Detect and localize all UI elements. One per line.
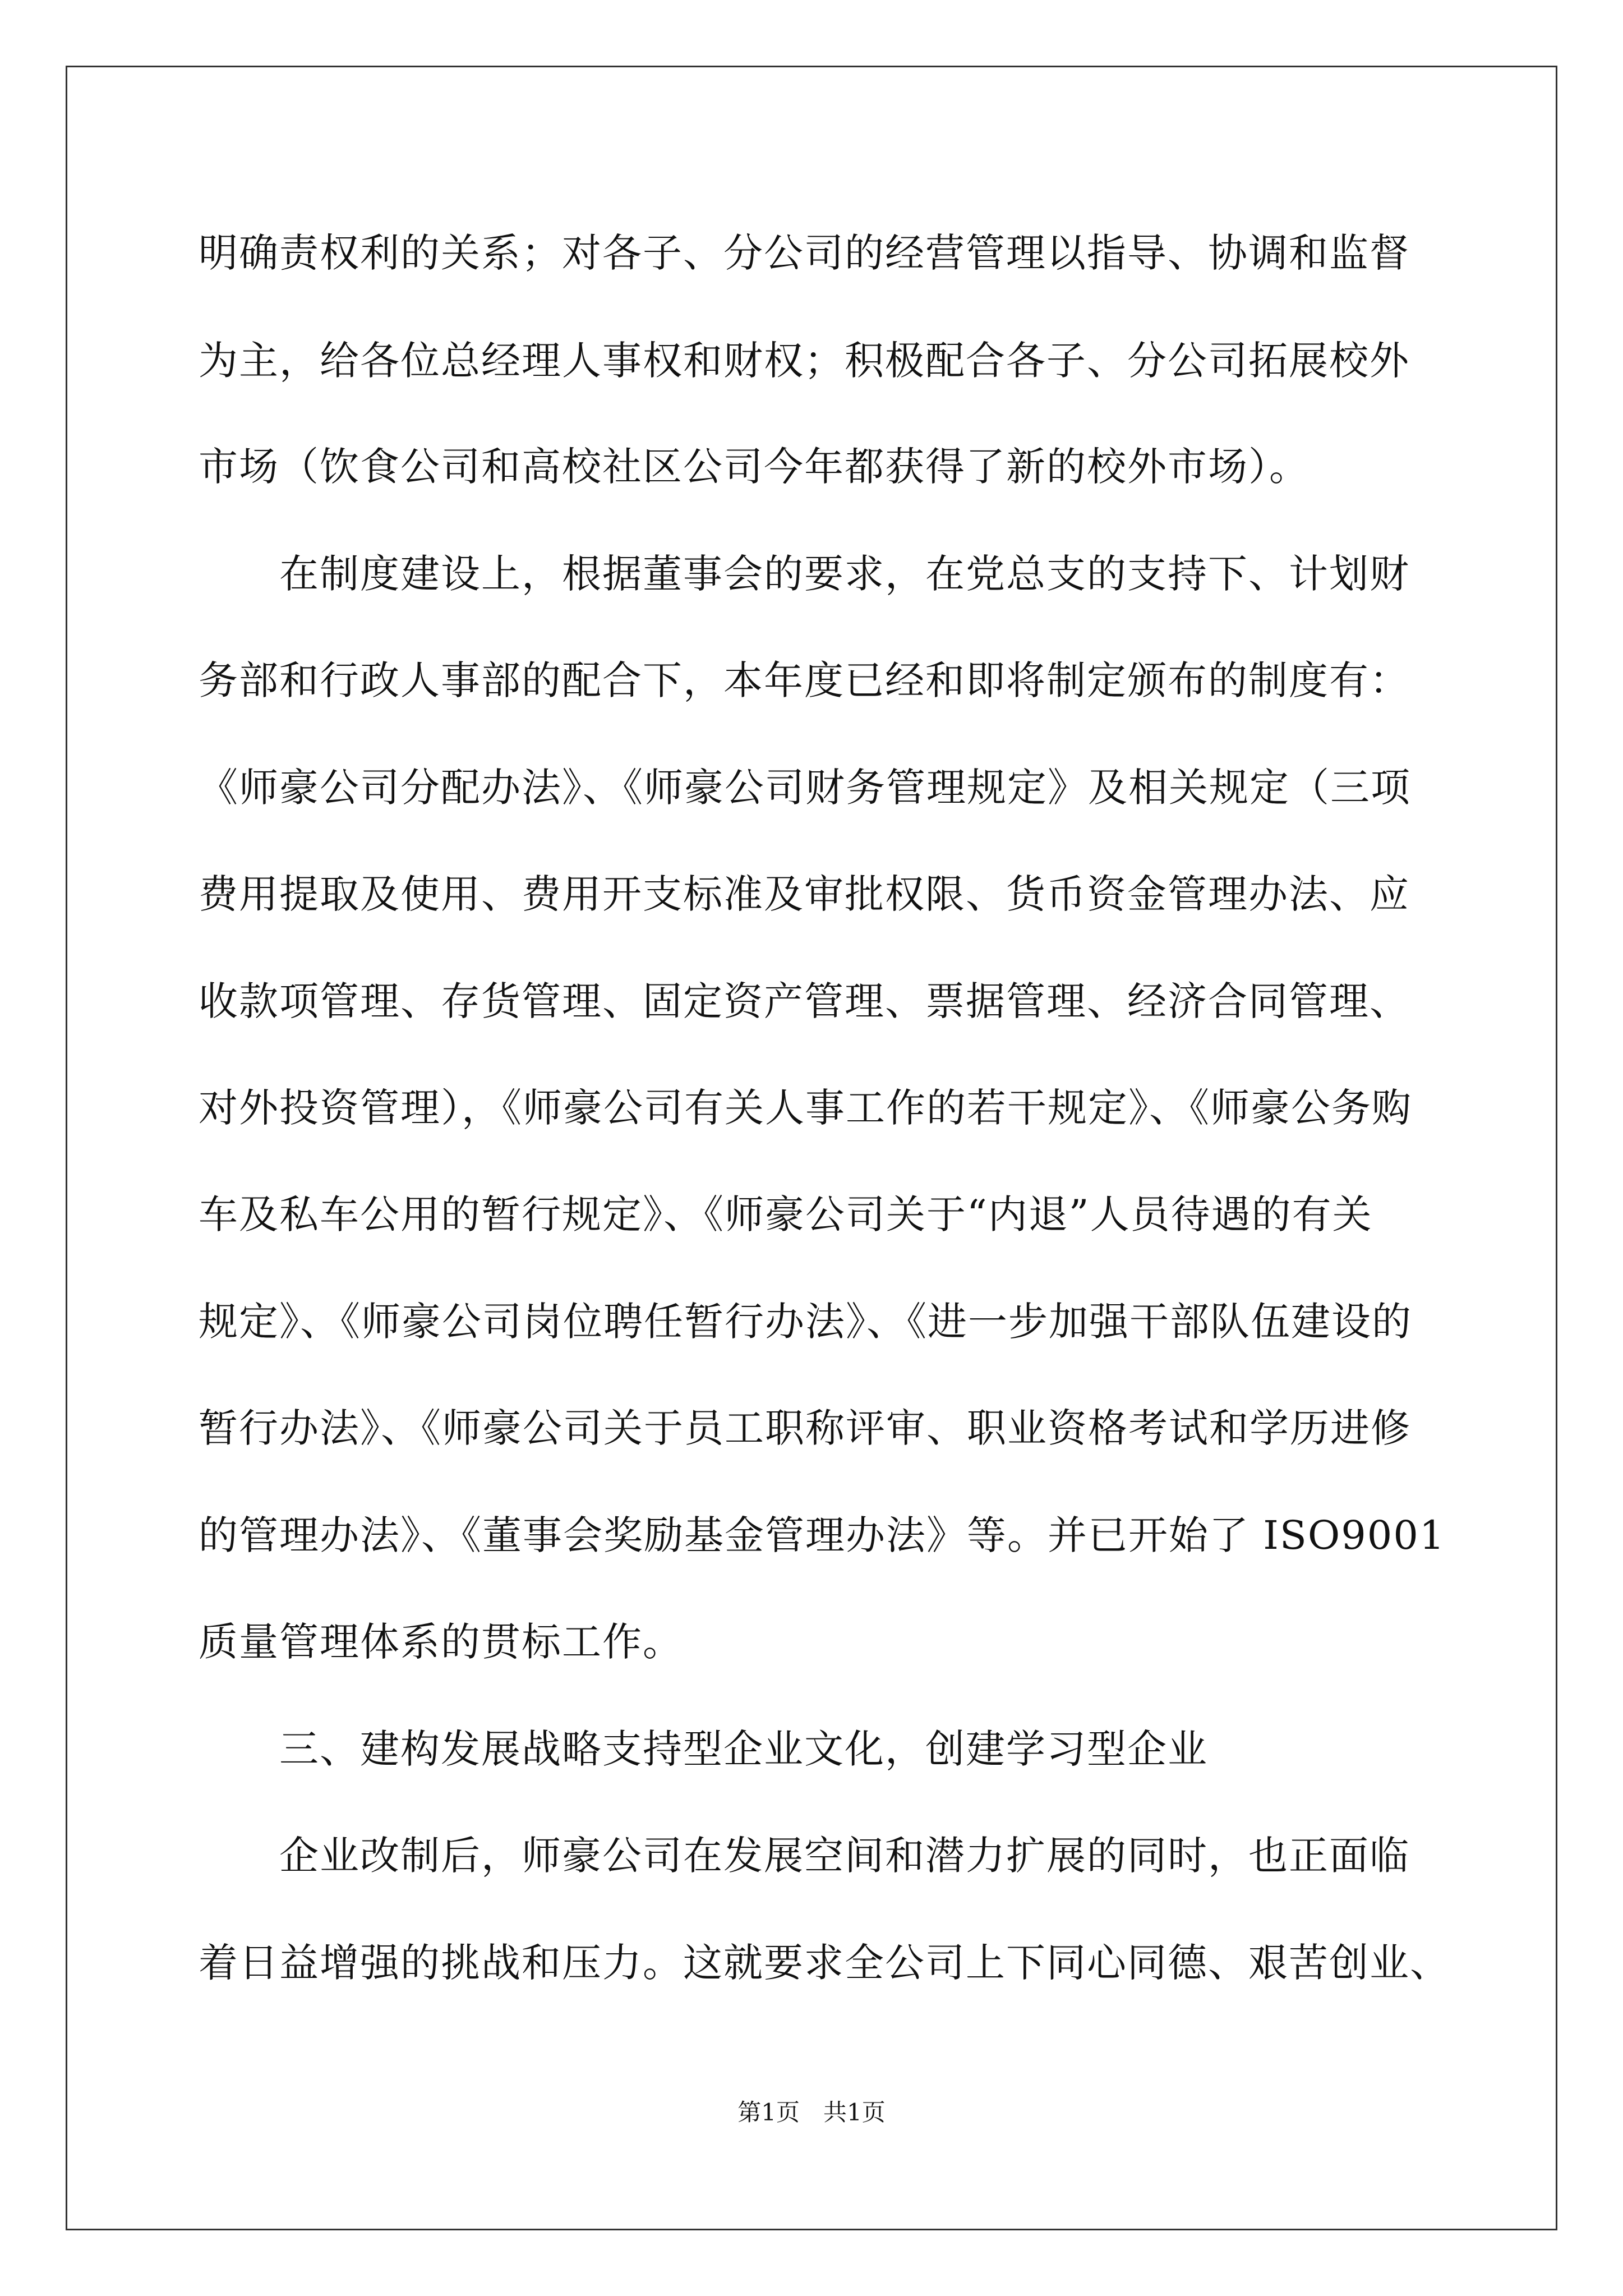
- text-line: 企业改制后，师豪公司在发展空间和潜力扩展的同时，也正面临: [199, 1833, 1410, 1879]
- text-line: 务部和行政人事部的配合下，本年度已经和即将制定颁布的制度有：: [199, 657, 1410, 703]
- section-heading: 三、建构发展战略支持型企业文化，创建学习型企业: [199, 1726, 1208, 1772]
- text-line: 对外投资管理），《师豪公司有关人事工作的若干规定》、《师豪公务购: [199, 1085, 1412, 1131]
- text-line: 为主，给各位总经理人事权和财权；积极配合各子、分公司拓展校外: [199, 338, 1410, 384]
- page-border: [66, 66, 1557, 2230]
- text-line: 《师豪公司分配办法》、《师豪公司财务管理规定》及相关规定（三项: [199, 765, 1411, 811]
- text-line: 车及私车公用的暂行规定》、《师豪公司关于“内退”人员待遇的有关: [199, 1191, 1373, 1237]
- page-footer: 第1页 共1页: [737, 2099, 886, 2126]
- text-line: 暂行办法》、《师豪公司关于员工职称评审、职业资格考试和学历进修: [199, 1405, 1411, 1451]
- text-line: 的管理办法》、《董事会奖励基金管理办法》等。并已开始了 ISO9001: [199, 1512, 1446, 1558]
- text-line: 在制度建设上，根据董事会的要求，在党总支的支持下、计划财: [199, 551, 1410, 597]
- text-line: 质量管理体系的贯标工作。: [199, 1619, 683, 1665]
- text-line: 着日益增强的挑战和压力。这就要求全公司上下同心同德、艰苦创业、: [199, 1940, 1450, 1986]
- text-line: 规定》、《师豪公司岗位聘任暂行办法》、《进一步加强干部队伍建设的: [199, 1299, 1412, 1345]
- text-line: 收款项管理、存货管理、固定资产管理、票据管理、经济合同管理、: [199, 978, 1410, 1024]
- text-line: 费用提取及使用、费用开支标准及审批权限、货币资金管理办法、应: [199, 871, 1410, 917]
- text-line: 明确责权利的关系；对各子、分公司的经营管理以指导、协调和监督: [199, 230, 1410, 276]
- text-line: 市场（饮食公司和高校社区公司今年都获得了新的校外市场）。: [199, 444, 1310, 490]
